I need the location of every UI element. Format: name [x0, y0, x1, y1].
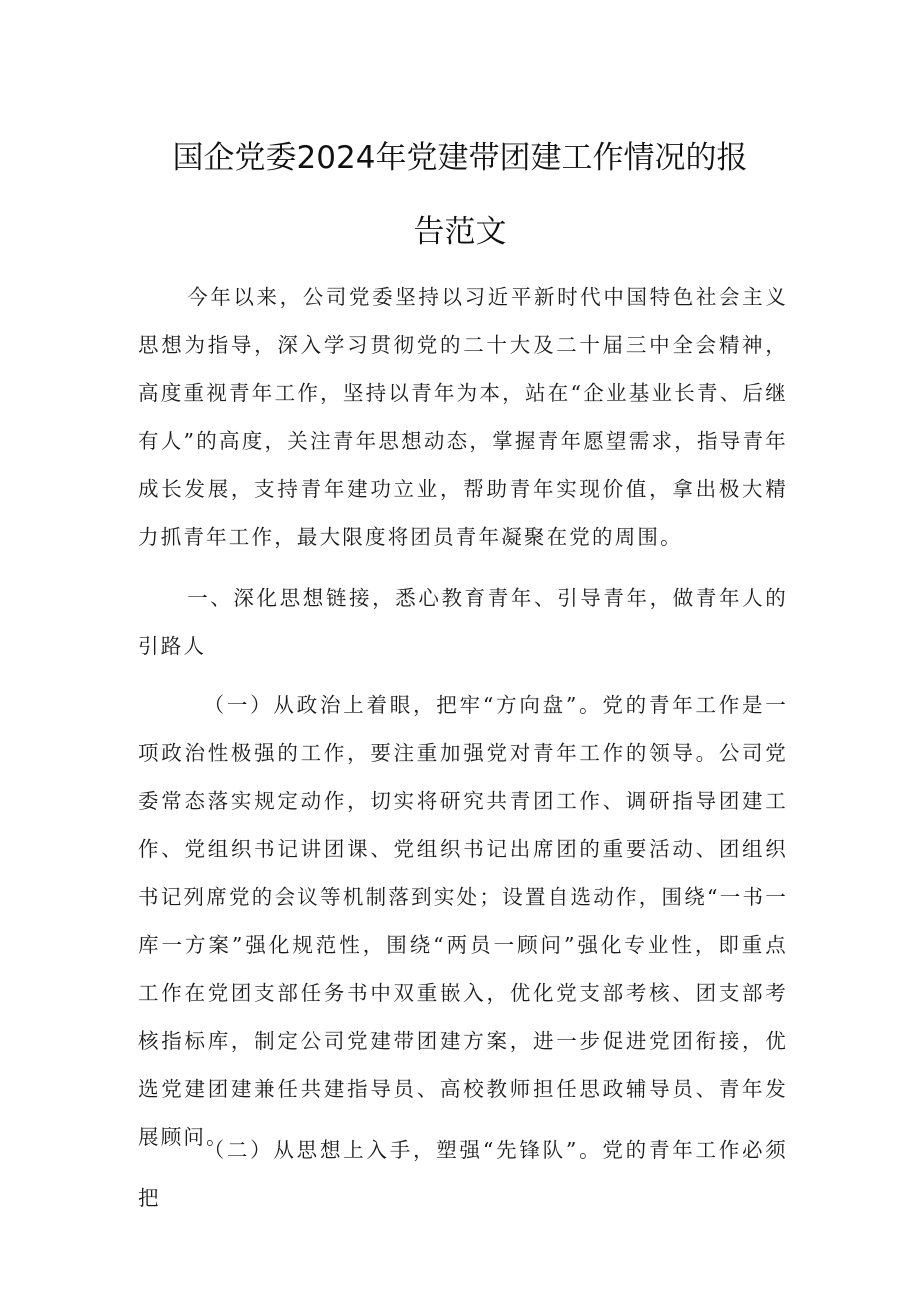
section-heading-1: 一、深化思想链接，悉心教育青年、引导青年，做青年人的引路人 [138, 586, 788, 658]
subsection-paragraph-1: （一）从政治上着眼，把牢“方向盘”。党的青年工作是一项政治性极强的工作，要注重加强党对青年工作的领导。公司党委常态落实规定动作，切实将研究共青团工作、调研指导团建工作、党组织书记讲团课、党组织书记出席团的重要活动、团组织书记列席党的会议等机制落到实处；设置自选动作，围绕“一书一库一方案”强化规范性，围绕“两员一顾问”强化专业性，即重点工作在党团支部任务书中双重嵌入，优化党支部考核、团支部考核指标库，制定公司党建带团建方案，进一步促进党团衔接，优选党建团建兼任共建指导员、高校教师担任思政辅导员、青年发展顾问。 [138, 693, 788, 1149]
document-title-line-2: 告范文 [413, 214, 507, 250]
document-title-line-1: 国企党委2024年党建带团建工作情况的报 [172, 140, 748, 176]
subsection-paragraph-2: （二）从思想上入手，塑强“先锋队”。党的青年工作必须把 [138, 1138, 788, 1210]
intro-paragraph: 今年以来，公司党委坚持以习近平新时代中国特色社会主义思想为指导，深入学习贯彻党的二十大及二十届三中全会精神，高度重视青年工作，坚持以青年为本，站在“企业基业长青、后继有人”的高度，关注青年思想动态，掌握青年愿望需求，指导青年成长发展，支持青年建功立业，帮助青年实现价值，拿出极大精力抓青年工作，最大限度将团员青年凝聚在党的周围。 [138, 285, 788, 549]
